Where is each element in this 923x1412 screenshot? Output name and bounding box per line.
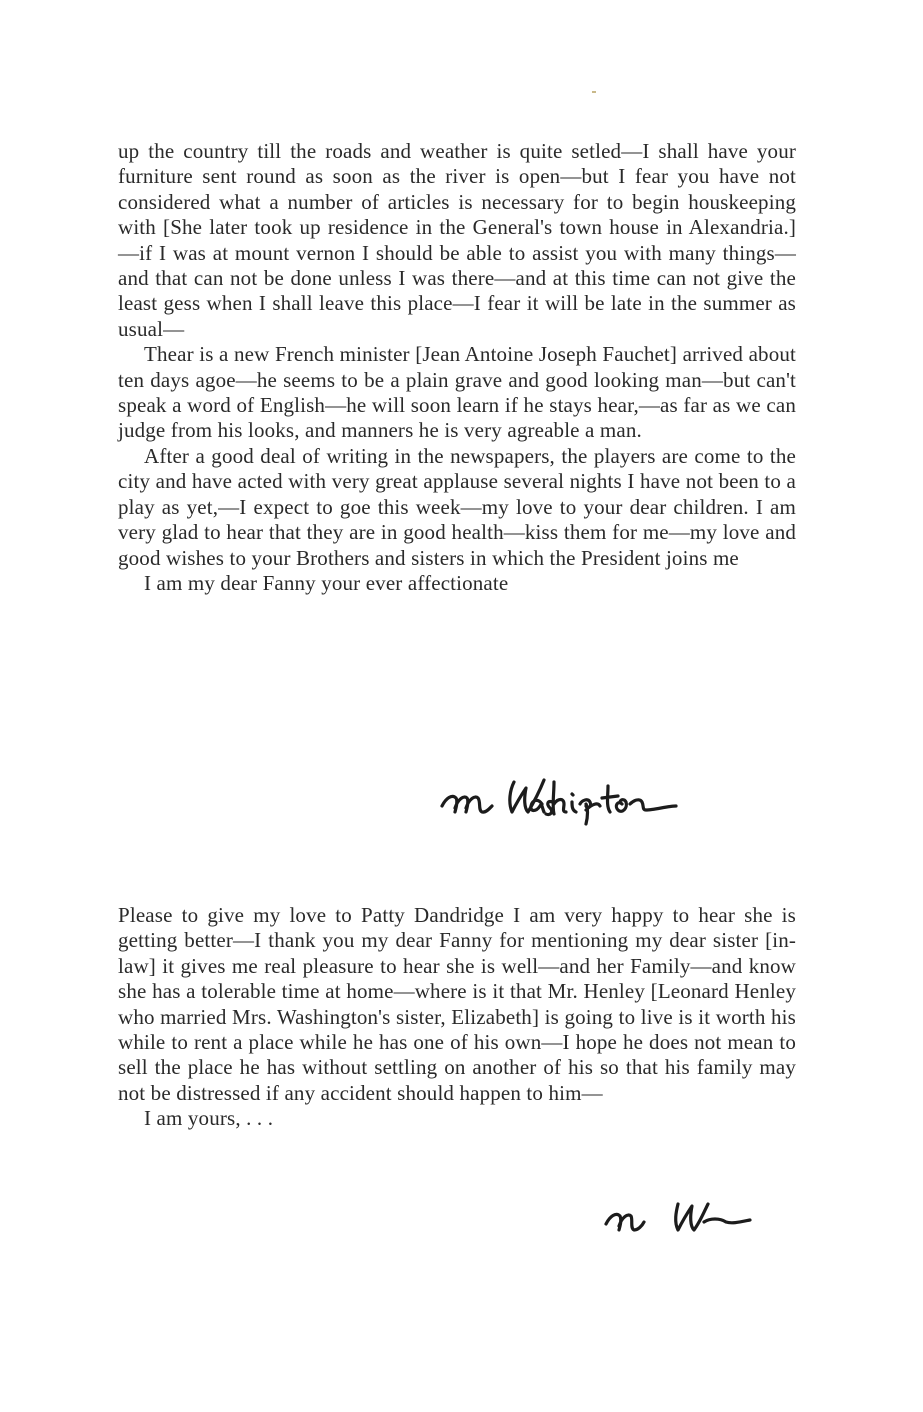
postscript-body [118, 903, 796, 1132]
postscript-paragraph: Please to give my love to Patty Dandridge I am very happy to hear she is getting better—I thank you my dear Fanny for mentioning my dear sister [in-law] it gives me real pleasure to hear she is well—and her Family—and know she has a tolerable time at home—where is it that Mr. Henley [Leonard Henley who married Mrs. Washington's sister, Elizabeth] is going to live is it worth his while to rent a place while he has one of his own—I hope he does not mean to sell the place he has without settling on another of his so that his family may not be distressed if any accident should happen to him— [118, 903, 796, 1105]
letter-closing: I am my dear Fanny your ever affectionate [144, 570, 509, 595]
letter-body [118, 139, 796, 596]
signature-full [436, 768, 796, 828]
signature-initials [600, 1190, 790, 1240]
postscript-closing: I am yours, . . . [144, 1106, 274, 1131]
paper-speck [592, 91, 596, 93]
letter-paragraph: After a good deal of writing in the newspapers, the players are come to the city and have acted with very great applause several nights I have not been to a play as yet,—I expect to goe this week—my love to your dear children. I am very glad to hear that they are in good health—kiss them for me—my love and good wishes to your Brothers and sisters in which the President joins me [118, 443, 796, 570]
letter-paragraph: up the country till the roads and weather is quite setled—I shall have your furniture sent round as soon as the river is open—but I fear you have not considered what a number of articles is necessary for to begin houskeeping with [She later took up residence in the General's town house in Alexandria.]—if I was at mount vernon I should be able to assist you with many things—and that can not be done unless I was there—and at this time can not give the least gess when I shall leave this place—I fear it will be late in the summer as usual— [118, 139, 796, 341]
letter-paragraph: Thear is a new French minister [Jean Antoine Joseph Fauchet] arrived about ten days agoe—he seems to be a plain grave and good looking man—but can't speak a word of English—he will soon learn if he stays hear,—as far as we can judge from his looks, and manners he is very agreable a man. [118, 342, 796, 443]
